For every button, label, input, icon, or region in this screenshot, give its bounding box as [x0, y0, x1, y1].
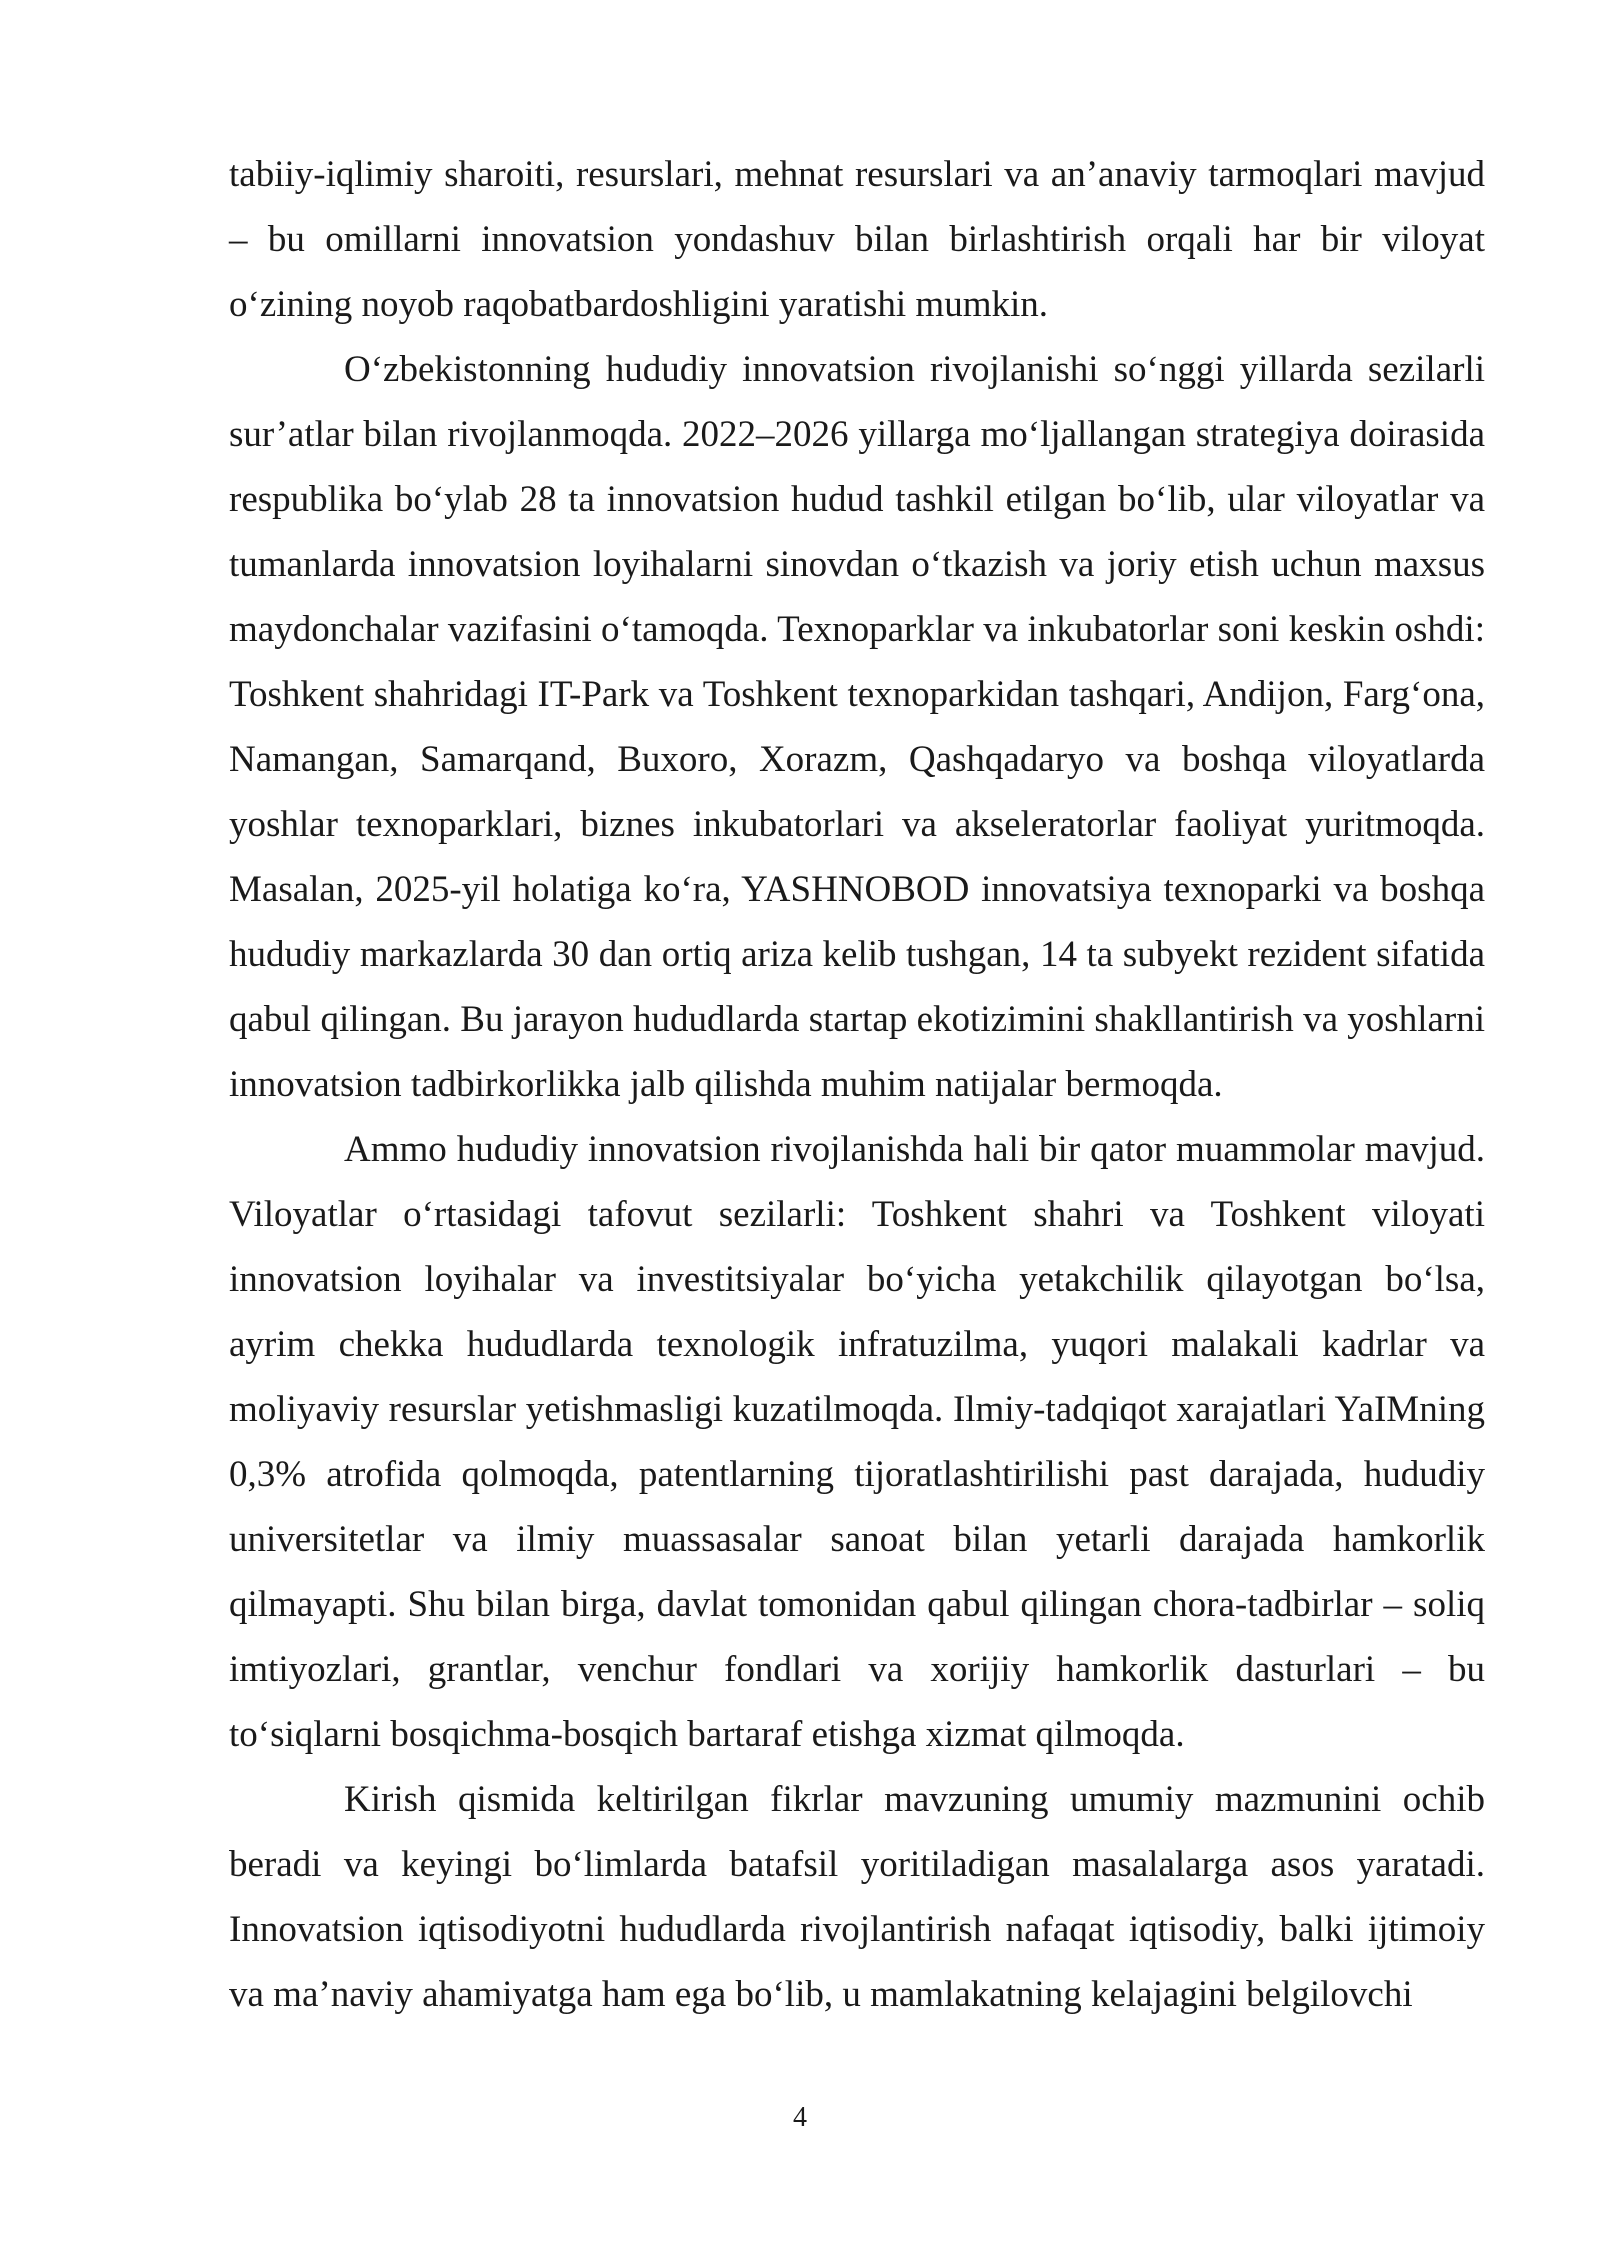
paragraph-continuation: tabiiy-iqlimiy sharoiti, resurslari, mehnat resurslari va an’anaviy tarmoqlari mavjud – bu omillarni innovatsion yondashuv bilan birlashtirish orqali har bir viloyat o‘zining noyob raqobatbardoshligini yaratishi mumkin. [229, 154, 1485, 325]
page-number: 4 [793, 2102, 807, 2133]
paragraph-regional-innovation: O‘zbekistonning hududiy innovatsion rivojlanishi so‘nggi yillarda sezilarli sur’atlar bilan rivojlanmoqda. 2022–2026 yillarga mo‘ljallangan strategiya doirasida respublika bo‘ylab 28 ta innovatsion hudud tashkil etilgan bo‘lib, ular viloyatlar va tumanlarda innovatsion loyihalarni sinovdan o‘tkazish va joriy etish uchun maxsus maydonchalar vazifasini o‘tamoqda. Texnoparklar va inkubatorlar soni keskin oshdi: Toshkent shahridagi IT-Park va Toshkent texnoparkidan tashqari, Andijon, Farg‘ona, Namangan, Samarqand, Buxoro, Xorazm, Qashqadaryo va boshqa viloyatlarda yoshlar texnoparklari, biznes inkubatorlari va akseleratorlar faoliyat yuritmoqda. Masalan, 2025-yil holatiga ko‘ra, YASHNOBOD innovatsiya texnoparki va boshqa hududiy markazlarda 30 dan ortiq ariza kelib tushgan, 14 ta subyekt rezident sifatida qabul qilingan. Bu jarayon hududlarda startap ekotizimini shakllantirish va yoshlarni innovatsion tadbirkorlikka jalb qilishda muhim natijalar bermoqda. [229, 349, 1485, 1105]
paragraph-problems: Ammo hududiy innovatsion rivojlanishda hali bir qator muammolar mavjud. Viloyatlar o‘rtasidagi tafovut sezilarli: Toshkent shahri va Toshkent viloyati innovatsion loyihalar va investitsiyalar bo‘yicha yetakchilik qilayotgan bo‘lsa, ayrim chekka hududlarda texnologik infratuzilma, yuqori malakali kadrlar va moliyaviy resurslar yetishmasligi kuzatilmoqda. Ilmiy-tadqiqot xarajatlari YaIMning 0,3% atrofida qolmoqda, patentlarning tijoratlashtirilishi past darajada, hududiy universitetlar va ilmiy muassasalar sanoat bilan yetarli darajada hamkorlik qilmayapti. Shu bilan birga, davlat tomonidan qabul qilingan chora-tadbirlar – soliq imtiyozlari, grantlar, venchur fondlari va xorijiy hamkorlik dasturlari – bu to‘siqlarni bosqichma-bosqich bartaraf etishga xizmat qilmoqda. [229, 1129, 1485, 1755]
document-page-body [229, 142, 1485, 2027]
paragraph-introduction-summary: Kirish qismida keltirilgan fikrlar mavzuning umumiy mazmunini ochib beradi va keyingi bo‘limlarda batafsil yoritiladigan masalalarga asos yaratadi. Innovatsion iqtisodiyotni hududlarda rivojlantirish nafaqat iqtisodiy, balki ijtimoiy va ma’naviy ahamiyatga ham ega bo‘lib, u mamlakatning kelajagini belgilovchi [229, 1779, 1485, 2015]
